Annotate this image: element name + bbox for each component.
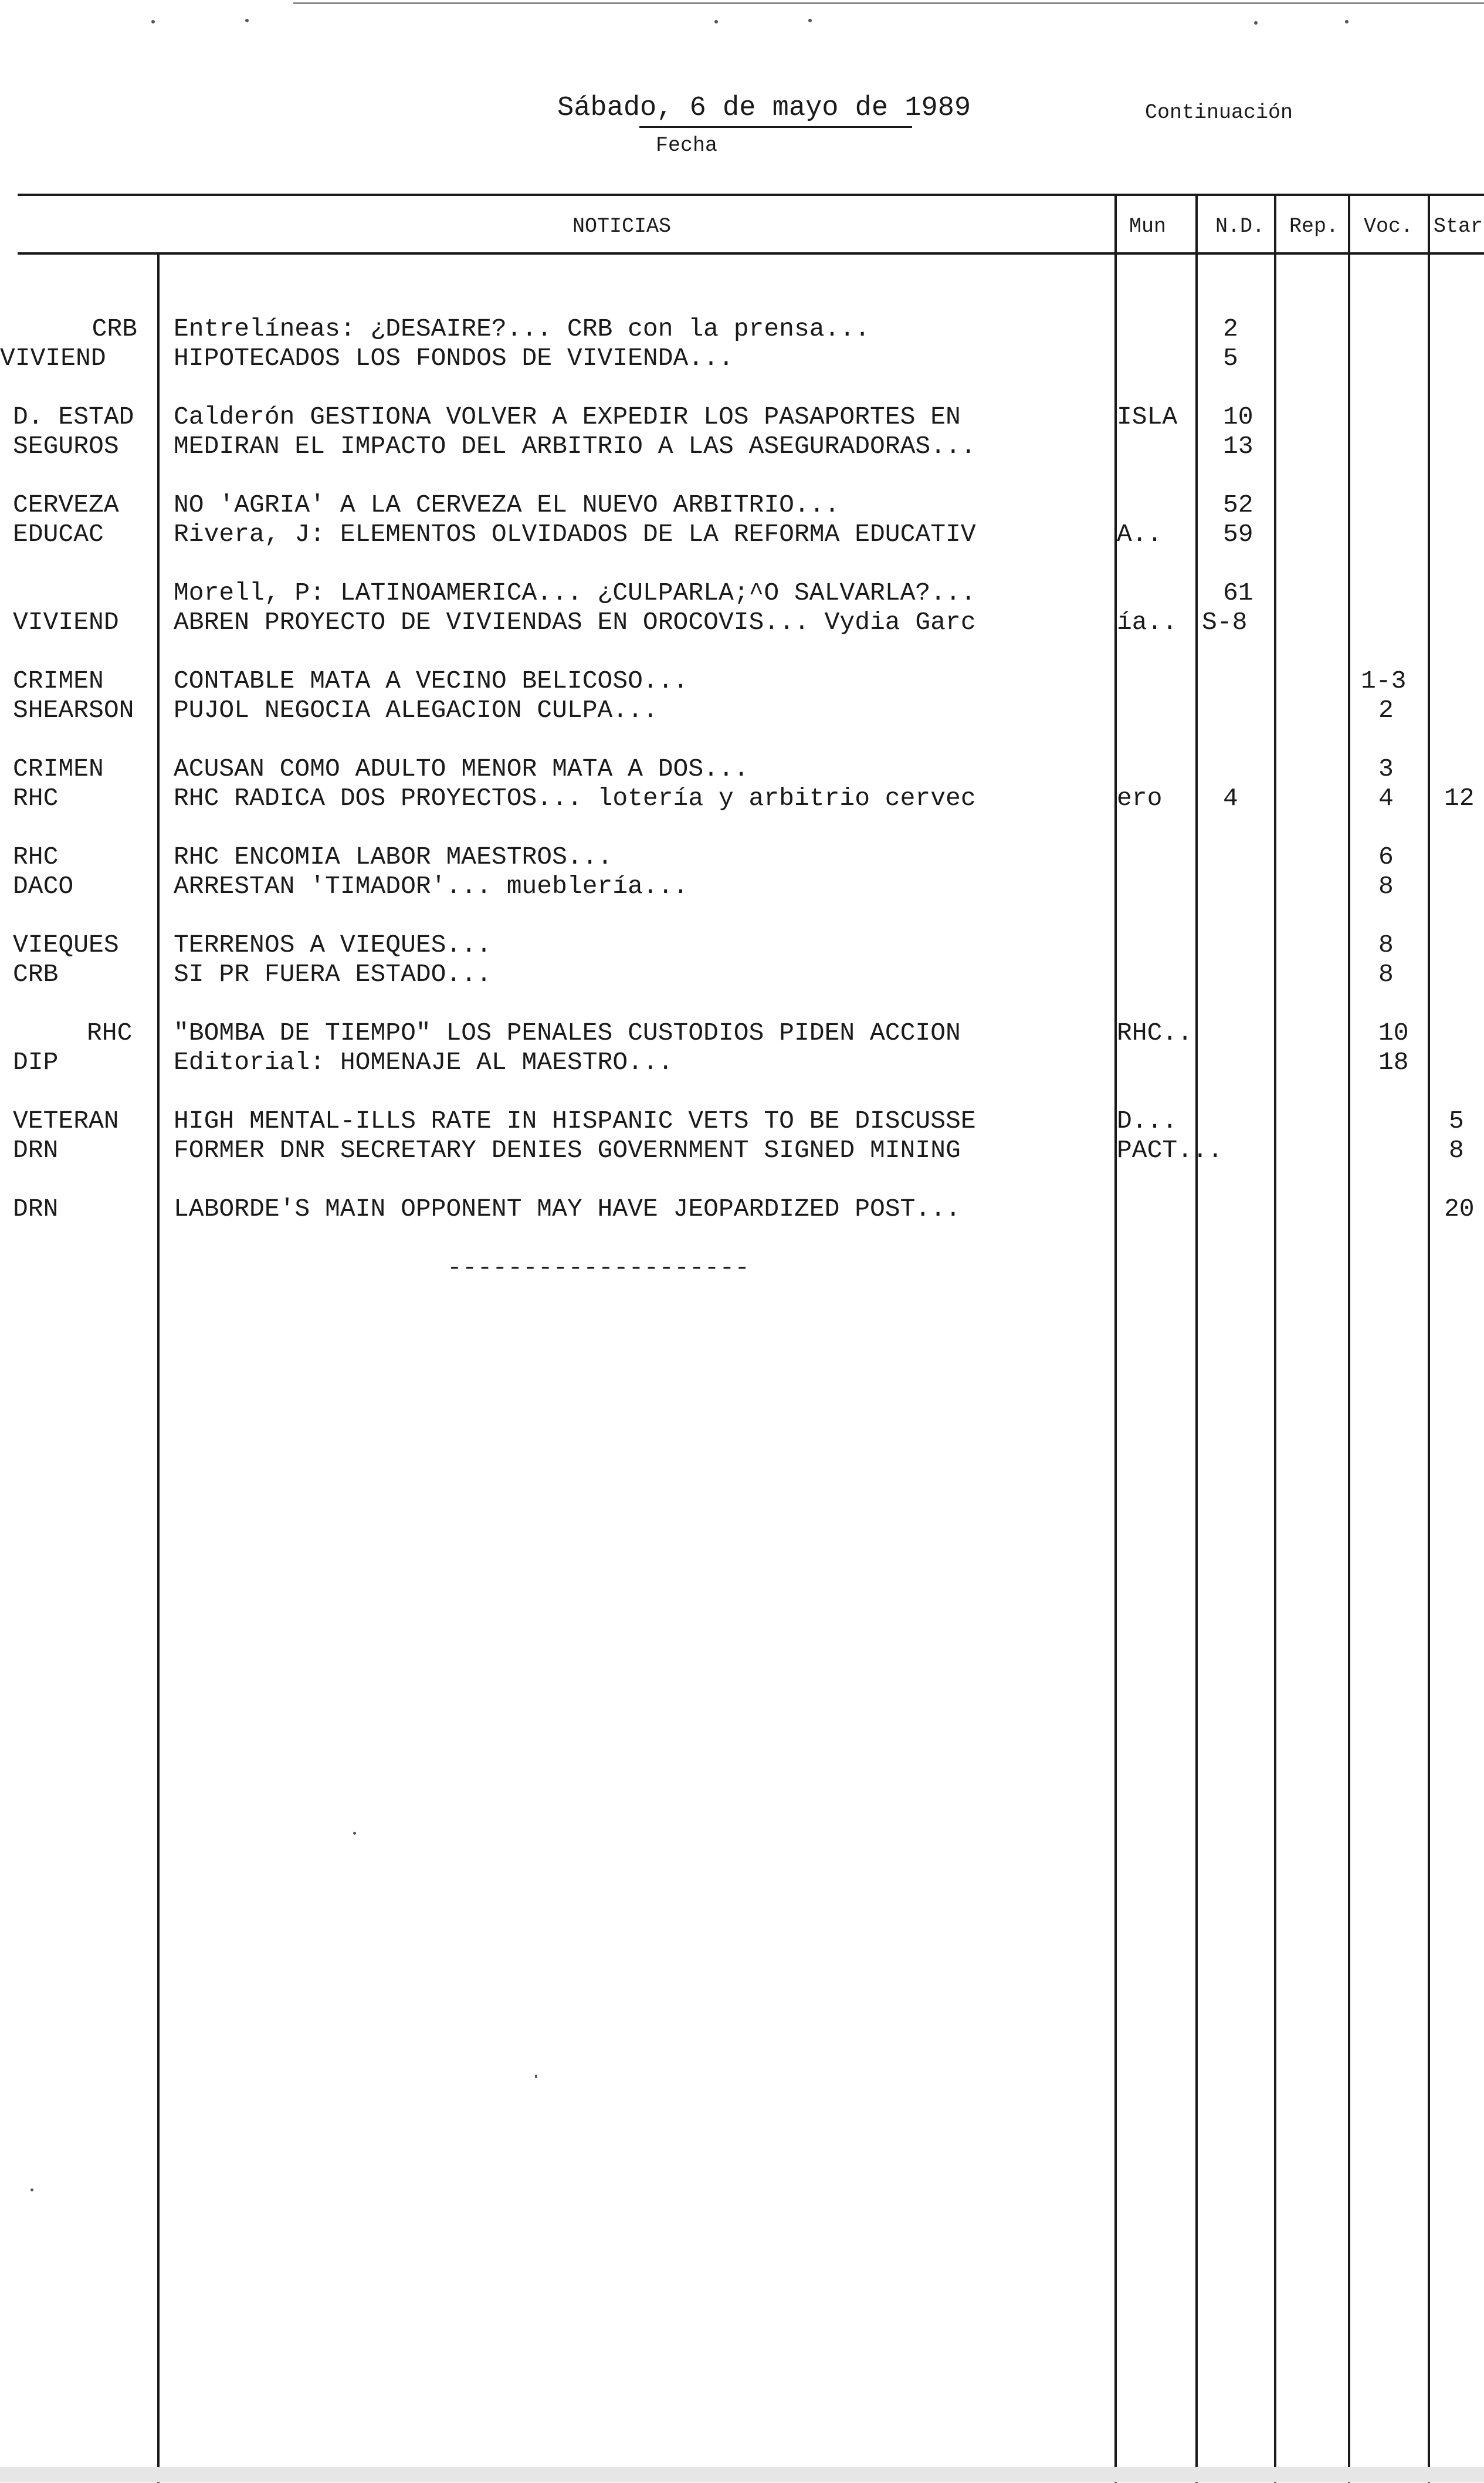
row-text: RHC RADICA DOS PROYECTOS... lotería y arbitrio cervec bbox=[174, 784, 976, 813]
row-tag: DRN bbox=[13, 1136, 59, 1165]
row-voc: 18 bbox=[1378, 1048, 1409, 1077]
row-text: HIPOTECADOS LOS FONDOS DE VIVIENDA... bbox=[174, 344, 734, 373]
continuation-label: Continuación bbox=[1145, 101, 1293, 124]
row-nd: 52 bbox=[1223, 490, 1253, 519]
row-tag: DACO bbox=[13, 872, 74, 901]
scan-mark bbox=[151, 20, 155, 23]
row-tag: VETERAN bbox=[13, 1107, 119, 1135]
fecha-label: Fecha bbox=[656, 134, 718, 157]
star-column-divider bbox=[1428, 195, 1430, 2483]
row-text: PUJOL NEGOCIA ALEGACION CULPA... bbox=[174, 696, 658, 725]
row-text: LABORDE'S MAIN OPPONENT MAY HAVE JEOPARDIZED POST... bbox=[174, 1195, 961, 1223]
scan-mark bbox=[808, 19, 812, 22]
row-voc: 8 bbox=[1378, 931, 1394, 959]
row-voc: 2 bbox=[1378, 696, 1394, 725]
row-star: 8 bbox=[1449, 1136, 1464, 1165]
row-mun: RHC.. bbox=[1117, 1019, 1193, 1047]
row-tag: CERVEZA bbox=[13, 490, 119, 519]
row-mun: ía.. bbox=[1117, 608, 1178, 637]
row-voc: 1-3 bbox=[1361, 667, 1407, 695]
scan-bottom-edge bbox=[0, 2467, 1484, 2482]
row-tag: RHC bbox=[13, 843, 59, 871]
row-tag: CRIMEN bbox=[13, 667, 104, 695]
row-text: ACUSAN COMO ADULTO MENOR MATA A DOS... bbox=[174, 755, 749, 783]
row-star: 12 bbox=[1444, 784, 1475, 813]
row-mun: A.. bbox=[1117, 520, 1163, 549]
scan-mark bbox=[245, 19, 249, 22]
table-header-rule bbox=[18, 252, 1484, 255]
scan-mark bbox=[714, 20, 718, 23]
row-tag: EDUCAC bbox=[13, 520, 104, 549]
row-text: RHC ENCOMIA LABOR MAESTROS... bbox=[174, 843, 613, 871]
header-rep: Rep. bbox=[1289, 215, 1339, 238]
row-text: CONTABLE MATA A VECINO BELICOSO... bbox=[174, 667, 689, 695]
row-mun: ISLA bbox=[1117, 402, 1178, 431]
header-mun: Mun bbox=[1129, 215, 1167, 238]
row-text: MEDIRAN EL IMPACTO DEL ARBITRIO A LAS ASEGURADORAS... bbox=[174, 432, 976, 461]
row-voc: 8 bbox=[1378, 872, 1394, 901]
tag-column-divider bbox=[157, 253, 160, 2483]
row-text: Calderón GESTIONA VOLVER A EXPEDIR LOS PASAPORTES EN bbox=[174, 402, 961, 431]
header-star: Star bbox=[1434, 215, 1483, 238]
row-text: ABREN PROYECTO DE VIVIENDAS EN OROCOVIS... Vydia Garc bbox=[174, 608, 976, 637]
header-voc: Voc. bbox=[1364, 215, 1414, 238]
date-underline bbox=[639, 126, 912, 128]
row-voc: 8 bbox=[1378, 960, 1394, 989]
row-nd: 61 bbox=[1223, 579, 1253, 607]
row-nd: 13 bbox=[1223, 432, 1253, 461]
row-tag: SEGUROS bbox=[13, 432, 119, 461]
row-text: Entrelíneas: ¿DESAIRE?... CRB con la prensa... bbox=[174, 314, 870, 343]
speck bbox=[353, 1832, 356, 1835]
scan-mark bbox=[1254, 21, 1258, 25]
row-tag: CRIMEN bbox=[13, 755, 104, 783]
rep-column-divider bbox=[1274, 195, 1276, 2483]
top-edge-line bbox=[293, 2, 1484, 4]
end-separator: -------------------- bbox=[447, 1253, 750, 1282]
row-tag: VIVIEND bbox=[13, 608, 119, 637]
header-nd: N.D. bbox=[1215, 215, 1265, 238]
row-text: "BOMBA DE TIEMPO" LOS PENALES CUSTODIOS PIDEN ACCION bbox=[174, 1019, 961, 1047]
row-star: 20 bbox=[1444, 1195, 1475, 1223]
row-voc: 6 bbox=[1378, 843, 1394, 871]
row-text: FORMER DNR SECRETARY DENIES GOVERNMENT SIGNED MINING bbox=[174, 1136, 961, 1165]
row-tag: CRB bbox=[92, 314, 137, 343]
voc-column-divider bbox=[1348, 195, 1350, 2483]
row-nd: S-8 bbox=[1202, 608, 1248, 637]
row-nd: 59 bbox=[1223, 520, 1253, 549]
row-tag: RHC bbox=[87, 1019, 133, 1047]
scan-mark bbox=[1345, 20, 1349, 23]
row-text: Morell, P: LATINOAMERICA... ¿CULPARLA;^O SALVARLA?... bbox=[174, 579, 976, 607]
row-star: 5 bbox=[1449, 1107, 1464, 1135]
header-noticias: NOTICIAS bbox=[572, 215, 672, 238]
row-tag: VIEQUES bbox=[13, 931, 119, 959]
row-text: SI PR FUERA ESTADO... bbox=[174, 960, 492, 989]
row-text: TERRENOS A VIEQUES... bbox=[174, 931, 492, 959]
table-top-rule bbox=[18, 194, 1484, 196]
row-voc: 4 bbox=[1378, 784, 1394, 813]
row-voc: 10 bbox=[1378, 1019, 1409, 1047]
row-nd: 2 bbox=[1223, 314, 1238, 343]
row-text: ARRESTAN 'TIMADOR'... mueblería... bbox=[174, 872, 689, 901]
row-tag: DIP bbox=[13, 1048, 59, 1077]
row-tag: CRB bbox=[13, 960, 59, 989]
row-tag: VIVIEND bbox=[0, 344, 106, 373]
nd-column-divider bbox=[1195, 195, 1198, 2483]
row-mun: PACT... bbox=[1117, 1136, 1223, 1165]
row-tag: RHC bbox=[13, 784, 59, 813]
row-mun: D... bbox=[1117, 1107, 1178, 1135]
row-mun: ero bbox=[1117, 784, 1163, 813]
row-text: Editorial: HOMENAJE AL MAESTRO... bbox=[174, 1048, 673, 1077]
row-voc: 3 bbox=[1378, 755, 1394, 783]
row-tag: D. ESTAD bbox=[13, 402, 134, 431]
row-tag: DRN bbox=[13, 1195, 59, 1223]
row-text: Rivera, J: ELEMENTOS OLVIDADOS DE LA REFORMA EDUCATIV bbox=[174, 520, 976, 549]
row-nd: 10 bbox=[1223, 402, 1253, 431]
speck bbox=[31, 2188, 33, 2191]
row-text: HIGH MENTAL-ILLS RATE IN HISPANIC VETS TO BE DISCUSSE bbox=[174, 1107, 976, 1135]
speck bbox=[535, 2075, 537, 2078]
row-tag: SHEARSON bbox=[13, 696, 134, 725]
row-nd: 5 bbox=[1223, 344, 1238, 373]
row-nd: 4 bbox=[1223, 784, 1238, 813]
date-line: Sábado, 6 de mayo de 1989 bbox=[557, 93, 971, 124]
row-text: NO 'AGRIA' A LA CERVEZA EL NUEVO ARBITRIO... bbox=[174, 490, 840, 519]
